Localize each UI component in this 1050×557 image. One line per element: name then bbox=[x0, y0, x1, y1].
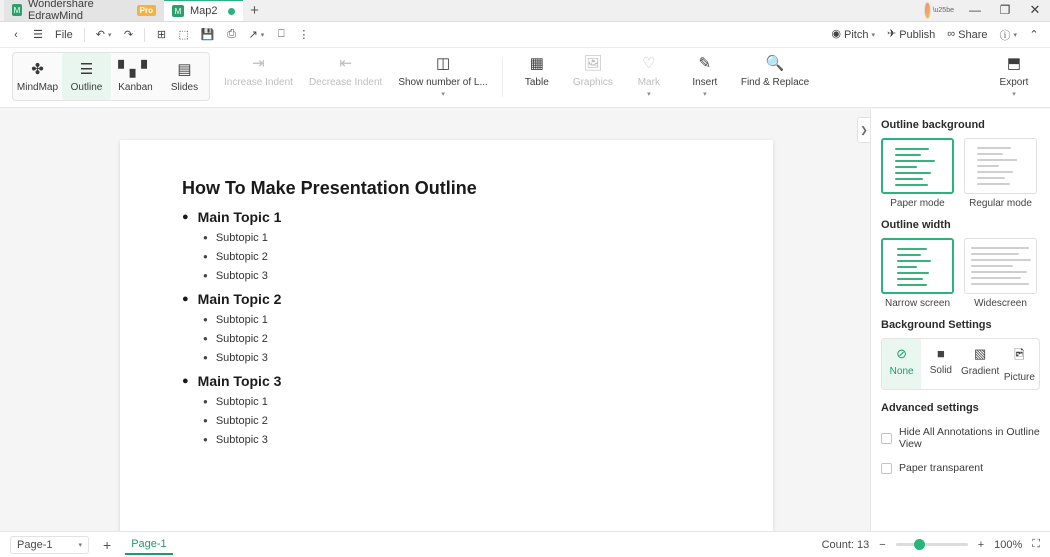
new-topic-icon[interactable]: ⊞ bbox=[156, 29, 167, 41]
find-replace-button[interactable] bbox=[733, 48, 817, 107]
background-settings-options bbox=[881, 338, 1040, 390]
page-tab-page-1[interactable]: Page-1 bbox=[125, 535, 172, 555]
divider bbox=[144, 28, 145, 42]
background-option-picture[interactable] bbox=[1000, 339, 1039, 389]
none-icon: ⊘ bbox=[896, 346, 908, 361]
file-menu[interactable]: File bbox=[55, 28, 73, 41]
outline-background-options bbox=[881, 138, 1040, 209]
subtopic-label: Subtopic 3 bbox=[215, 352, 268, 364]
bullet-icon: ● bbox=[203, 334, 208, 343]
share-button[interactable] bbox=[942, 24, 992, 46]
close-button[interactable]: ✕ bbox=[1029, 2, 1041, 17]
insert-button[interactable] bbox=[677, 48, 733, 107]
subtopic-label: Subtopic 2 bbox=[215, 415, 268, 427]
pro-badge: Pro bbox=[137, 5, 156, 16]
count-label: Count: 13 bbox=[821, 538, 870, 551]
new-subtopic-icon[interactable]: ⬚ bbox=[178, 29, 189, 41]
subtopic-label: Subtopic 2 bbox=[215, 333, 268, 345]
divider bbox=[502, 58, 503, 97]
checkbox-icon[interactable] bbox=[881, 463, 892, 474]
option-paper-mode[interactable] bbox=[881, 138, 954, 209]
subtopic-label: Subtopic 1 bbox=[215, 232, 268, 244]
outline-subtopic[interactable] bbox=[203, 232, 773, 244]
tool-label: Show number of L... bbox=[398, 77, 488, 88]
graphics-button bbox=[565, 48, 621, 107]
fullscreen-icon[interactable]: ⛶ bbox=[1032, 538, 1040, 550]
title-bar bbox=[0, 0, 1050, 22]
mode-outline[interactable] bbox=[62, 53, 111, 100]
decrease-indent-icon: ⇤ bbox=[339, 55, 352, 72]
tool-label: Increase Indent bbox=[224, 77, 293, 88]
undo-icon[interactable]: ↶ ▾ bbox=[95, 29, 112, 41]
menu-bar-right bbox=[826, 24, 1044, 46]
outline-main-topic[interactable] bbox=[182, 291, 773, 307]
share-icon: ∞ bbox=[947, 28, 956, 40]
kanban-icon: ▘▖▘ bbox=[118, 61, 153, 78]
mode-kanban[interactable] bbox=[111, 53, 160, 100]
export-icon: ⬒ bbox=[1006, 55, 1022, 72]
paper-mode-preview bbox=[881, 138, 954, 194]
outline-subtopic[interactable] bbox=[203, 270, 773, 282]
mode-label: Kanban bbox=[118, 82, 153, 93]
maximize-button[interactable]: ❐ bbox=[999, 3, 1011, 17]
outline-subtopic[interactable] bbox=[203, 251, 773, 263]
hamburger-menu-icon[interactable]: ☰ bbox=[33, 29, 43, 41]
map-icon: M bbox=[172, 5, 184, 17]
option-regular-mode[interactable] bbox=[964, 138, 1037, 209]
summary-icon[interactable]: ⎕ bbox=[278, 28, 285, 40]
outline-subtopic[interactable] bbox=[203, 352, 773, 364]
mode-label: MindMap bbox=[16, 82, 59, 93]
background-option-solid[interactable] bbox=[921, 339, 960, 389]
option-label: Solid bbox=[929, 365, 952, 376]
pitch-icon: ◉ bbox=[831, 28, 841, 40]
zoom-slider[interactable] bbox=[896, 543, 968, 546]
table-button[interactable] bbox=[509, 48, 565, 107]
slides-icon: ▤ bbox=[177, 61, 192, 78]
increase-indent-button bbox=[216, 48, 301, 107]
share-label: Share bbox=[958, 28, 988, 41]
bullet-icon: ● bbox=[182, 210, 189, 223]
chevron-down-icon: ▾ bbox=[78, 541, 82, 549]
option-narrow-screen[interactable] bbox=[881, 238, 954, 309]
tool-label: Decrease Indent bbox=[308, 77, 383, 88]
ribbon-right-group bbox=[986, 48, 1042, 107]
outline-canvas[interactable] bbox=[0, 109, 870, 531]
tab-wondershare-edrawmind[interactable] bbox=[4, 0, 164, 21]
back-arrow-icon[interactable]: ‹ bbox=[14, 28, 18, 41]
relation-icon[interactable]: ↗ ▾ bbox=[248, 29, 265, 41]
outline-subtopic[interactable] bbox=[203, 434, 773, 446]
status-bar bbox=[0, 531, 1050, 557]
panel-collapse-button[interactable] bbox=[857, 117, 870, 143]
advanced-settings-heading: Advanced settings bbox=[881, 402, 979, 414]
option-label: Regular mode bbox=[969, 198, 1032, 209]
checkbox-icon[interactable] bbox=[881, 433, 892, 444]
pitch-label: Pitch bbox=[844, 28, 869, 41]
chevron-down-icon: ▾ bbox=[441, 91, 445, 98]
zoom-level-label: 100% bbox=[994, 538, 1023, 551]
add-page-icon[interactable]: + bbox=[103, 536, 112, 553]
outline-width-options bbox=[881, 238, 1040, 309]
tab-map2[interactable] bbox=[164, 0, 243, 21]
print-icon[interactable]: ⎙ bbox=[227, 28, 236, 40]
chevron-down-icon: \u25be bbox=[932, 6, 954, 14]
gradient-fill-icon: ▧ bbox=[973, 346, 987, 361]
tool-label: Mark bbox=[637, 77, 660, 88]
find-replace-icon: 🔍 bbox=[765, 55, 785, 72]
bullet-icon: ● bbox=[182, 374, 189, 387]
outline-subtopic[interactable] bbox=[203, 333, 773, 345]
bullet-icon: ● bbox=[203, 416, 208, 425]
divider bbox=[84, 28, 85, 42]
page-selector[interactable] bbox=[10, 536, 89, 554]
outline-background-heading: Outline background bbox=[881, 119, 985, 131]
chevron-right-icon: ❯ bbox=[860, 124, 868, 135]
solid-fill-icon: ■ bbox=[936, 346, 945, 361]
option-widescreen[interactable] bbox=[964, 238, 1037, 309]
minimize-button[interactable]: — bbox=[969, 3, 981, 17]
more-icon[interactable]: ⋮ bbox=[298, 29, 310, 41]
zoom-slider-handle[interactable] bbox=[914, 539, 925, 550]
background-option-gradient[interactable] bbox=[961, 339, 1000, 389]
checkbox-label: Hide All Annotations in Outline View bbox=[899, 426, 1040, 450]
export-label: Export bbox=[999, 77, 1029, 88]
checkbox-hide-annotations[interactable] bbox=[881, 426, 1040, 450]
tool-label: Insert bbox=[692, 77, 718, 88]
window-controls bbox=[924, 0, 1050, 21]
picture-fill-icon: 🖻 bbox=[1014, 347, 1025, 362]
outline-icon: ☰ bbox=[79, 61, 94, 78]
graphics-icon: 🖼 bbox=[583, 55, 603, 72]
zoom-in-button[interactable]: + bbox=[977, 538, 985, 551]
background-settings-heading: Background Settings bbox=[881, 319, 992, 331]
checkbox-label: Paper transparent bbox=[899, 462, 984, 474]
chevron-down-icon: ▾ bbox=[1012, 91, 1016, 98]
narrow-screen-preview bbox=[881, 238, 954, 294]
option-label: Gradient bbox=[960, 366, 1000, 377]
mode-mindmap[interactable] bbox=[13, 53, 62, 100]
option-label: Widescreen bbox=[974, 298, 1027, 309]
mark-button bbox=[621, 48, 677, 107]
outline-width-heading: Outline width bbox=[881, 219, 951, 231]
mode-label: Outline bbox=[70, 82, 103, 93]
help-icon[interactable]: ⓘ ▾ bbox=[999, 29, 1017, 42]
widescreen-preview bbox=[964, 238, 1037, 294]
unsaved-dot-icon bbox=[228, 8, 235, 15]
publish-icon: ✈ bbox=[886, 28, 897, 40]
chevron-down-icon: ▾ bbox=[871, 31, 875, 39]
outline-subtopic[interactable] bbox=[203, 314, 773, 326]
outline-subtopic[interactable] bbox=[203, 396, 773, 408]
background-option-none[interactable] bbox=[882, 339, 921, 389]
mindmap-icon: ✤ bbox=[31, 61, 44, 78]
checkbox-paper-transparent[interactable] bbox=[881, 462, 1040, 474]
bullet-icon: ● bbox=[203, 353, 208, 362]
outline-paper[interactable] bbox=[120, 140, 773, 531]
menu-bar bbox=[0, 22, 1050, 48]
tab-label: Map2 bbox=[190, 5, 218, 17]
redo-icon[interactable]: ↷ bbox=[123, 29, 134, 41]
page-selector-label: Page-1 bbox=[17, 538, 53, 551]
save-icon[interactable]: 💾 bbox=[200, 29, 215, 41]
export-button[interactable] bbox=[986, 48, 1042, 107]
bullet-icon: ● bbox=[203, 397, 208, 406]
show-levels-icon: ◫ bbox=[435, 55, 451, 72]
subtopic-label: Subtopic 1 bbox=[215, 396, 268, 408]
view-mode-group bbox=[12, 52, 210, 101]
outline-subtopic[interactable] bbox=[203, 415, 773, 427]
regular-mode-preview bbox=[964, 138, 1037, 194]
bullet-icon: ● bbox=[203, 271, 208, 280]
ribbon-toolbar bbox=[0, 48, 1050, 108]
edrawmind-icon: M bbox=[13, 5, 21, 15]
mode-label: Slides bbox=[170, 82, 199, 93]
subtopic-label: Subtopic 2 bbox=[215, 251, 268, 263]
topic-label: Main Topic 3 bbox=[197, 373, 282, 389]
bullet-icon: ● bbox=[182, 292, 189, 305]
subtopic-label: Subtopic 3 bbox=[215, 434, 268, 446]
decrease-indent-button bbox=[301, 48, 390, 107]
mode-slides[interactable] bbox=[160, 53, 209, 100]
outline-list bbox=[182, 209, 773, 446]
option-label: None bbox=[889, 366, 914, 377]
mark-icon: ♡ bbox=[642, 55, 656, 72]
chevron-down-icon: ▾ bbox=[703, 91, 707, 98]
subtopic-label: Subtopic 3 bbox=[215, 270, 268, 282]
option-label: Narrow screen bbox=[884, 298, 951, 309]
outline-main-topic[interactable] bbox=[182, 373, 773, 389]
tab-label: Wondershare EdrawMind bbox=[27, 0, 94, 22]
pitch-button[interactable] bbox=[826, 24, 880, 46]
format-panel bbox=[870, 109, 1050, 531]
bullet-icon: ● bbox=[203, 315, 208, 324]
chevron-up-icon[interactable]: ⌃ bbox=[1029, 29, 1039, 41]
account-button[interactable] bbox=[924, 0, 954, 21]
publish-label: Publish bbox=[899, 28, 936, 41]
workspace bbox=[0, 109, 1050, 531]
tool-label: Find & Replace bbox=[740, 77, 810, 88]
publish-button[interactable] bbox=[882, 24, 940, 46]
tool-label: Table bbox=[524, 77, 549, 88]
page-title[interactable]: How To Make Presentation Outline bbox=[182, 178, 477, 198]
tool-label: Graphics bbox=[572, 77, 613, 88]
zoom-out-button[interactable]: − bbox=[879, 538, 886, 551]
topic-label: Main Topic 2 bbox=[197, 291, 282, 307]
increase-indent-icon: ⇥ bbox=[252, 55, 265, 72]
chevron-down-icon: ▾ bbox=[647, 91, 651, 98]
outline-main-topic[interactable] bbox=[182, 209, 773, 225]
avatar bbox=[924, 2, 931, 19]
bullet-icon: ● bbox=[203, 233, 208, 242]
subtopic-label: Subtopic 1 bbox=[215, 314, 268, 326]
insert-icon: ✎ bbox=[698, 55, 712, 72]
bullet-icon: ● bbox=[203, 252, 208, 261]
topic-label: Main Topic 1 bbox=[197, 209, 282, 225]
option-label: Picture bbox=[1003, 372, 1035, 383]
show-number-of-levels-button[interactable] bbox=[390, 48, 496, 107]
bullet-icon: ● bbox=[203, 435, 208, 444]
option-label: Paper mode bbox=[890, 198, 945, 209]
status-bar-right bbox=[822, 538, 1040, 551]
new-tab-button[interactable]: + bbox=[250, 1, 259, 19]
table-icon: ▦ bbox=[529, 55, 544, 72]
